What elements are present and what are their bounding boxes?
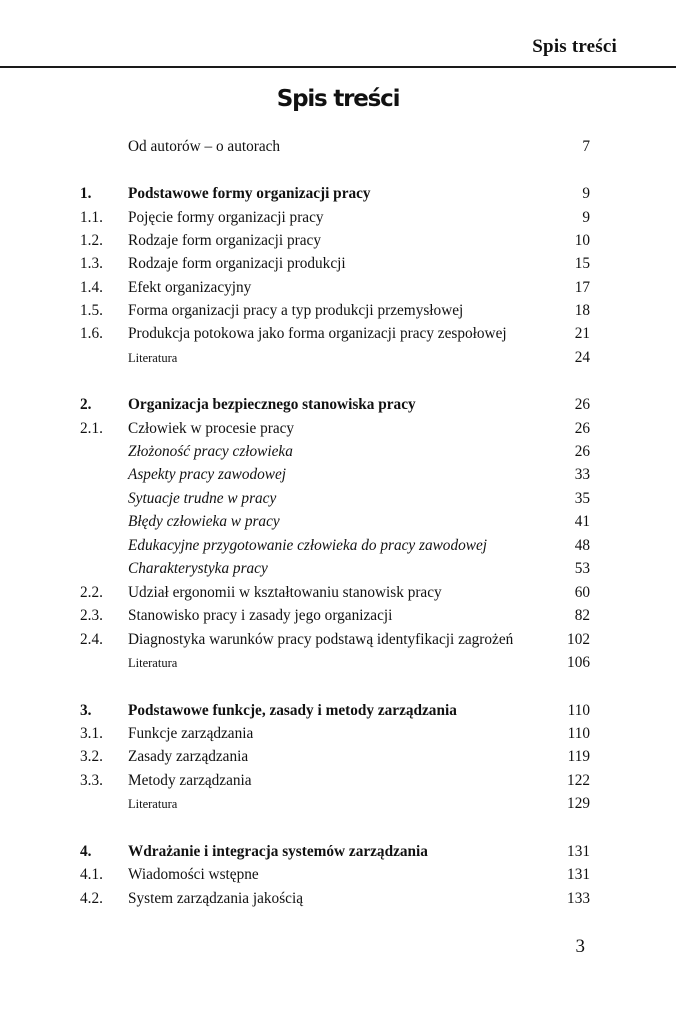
toc-entry xyxy=(0,888,676,910)
running-header-title: Spis treści xyxy=(532,36,617,57)
toc-entry-page: 9 xyxy=(582,185,590,202)
toc-entry xyxy=(0,441,676,463)
toc-entry-number: 4. xyxy=(80,843,92,860)
toc-entry-page: 35 xyxy=(574,490,590,507)
toc-entry-page: 131 xyxy=(567,843,590,860)
toc-entry-page: 15 xyxy=(574,255,590,272)
toc-entry-number: 1.6. xyxy=(80,325,103,342)
toc-entry xyxy=(0,793,676,815)
toc-entry-title: Literatura xyxy=(128,797,178,811)
toc-entry-number: 2.2. xyxy=(80,584,103,601)
toc-entry xyxy=(0,253,676,275)
toc-entry xyxy=(0,864,676,886)
toc-entry-title: Produkcja potokowa jako forma organizacji pracy zespołowej xyxy=(128,325,507,342)
toc-entry xyxy=(0,535,676,557)
toc-entry-number: 1.4. xyxy=(80,279,103,296)
toc-entry-page: 41 xyxy=(574,513,590,530)
toc-entry-page: 33 xyxy=(574,466,590,483)
toc-entry xyxy=(0,207,676,229)
toc-entry-page: 21 xyxy=(574,325,590,342)
toc-entry xyxy=(0,323,676,345)
toc-entry-number: 4.1. xyxy=(80,866,103,883)
toc-entry-page: 106 xyxy=(567,654,590,671)
toc-entry xyxy=(0,418,676,440)
toc-entry-page: 9 xyxy=(582,209,590,226)
toc-entry-page: 102 xyxy=(567,631,590,648)
toc-entry-title: Efekt organizacyjny xyxy=(128,279,252,296)
toc-entry xyxy=(0,464,676,486)
toc-entry-title: Literatura xyxy=(128,351,178,365)
toc-entry-page: 17 xyxy=(574,279,590,296)
toc-entry-page: 82 xyxy=(574,607,590,624)
toc-entry-page: 26 xyxy=(574,443,590,460)
toc-entry-number: 3.2. xyxy=(80,748,103,765)
header-divider xyxy=(0,66,676,68)
toc-entry-number: 3. xyxy=(80,702,92,719)
toc-entry-title: Forma organizacji pracy a typ produkcji przemysłowej xyxy=(128,302,464,319)
toc-entry-title: Stanowisko pracy i zasady jego organizacji xyxy=(128,607,393,624)
toc-entry-title: Podstawowe formy organizacji pracy xyxy=(128,185,371,202)
toc-entry-title: Rodzaje form organizacji pracy xyxy=(128,232,321,249)
toc-entry-number: 1.5. xyxy=(80,302,103,319)
toc-entry xyxy=(0,300,676,322)
toc-entry-page: 133 xyxy=(567,890,590,907)
toc-entry-title: Podstawowe funkcje, zasady i metody zarządzania xyxy=(128,702,457,719)
toc-entry-title: Aspekty pracy zawodowej xyxy=(128,466,287,483)
toc-entry-number: 1.2. xyxy=(80,232,103,249)
toc-entry-title: System zarządzania jakością xyxy=(128,890,303,907)
toc-entry-number: 2.4. xyxy=(80,631,103,648)
page-number: 3 xyxy=(575,936,585,957)
toc-entry-title: Wdrażanie i integracja systemów zarządzania xyxy=(128,843,428,860)
toc-entry-number: 3.1. xyxy=(80,725,103,742)
toc-entry xyxy=(0,558,676,580)
toc-entry-page: 7 xyxy=(582,138,590,155)
toc-entry xyxy=(0,841,676,863)
toc-entry xyxy=(0,347,676,369)
toc-entry-page: 53 xyxy=(574,560,590,577)
toc-entry xyxy=(0,511,676,533)
toc-entry-title: Diagnostyka warunków pracy podstawą identyfikacji zagrożeń xyxy=(128,631,514,648)
toc-entry xyxy=(0,700,676,722)
toc-entry-title: Sytuacje trudne w pracy xyxy=(128,490,277,507)
toc-entry-title: Edukacyjne przygotowanie człowieka do pracy zawodowej xyxy=(128,537,487,554)
toc-entry-page: 24 xyxy=(574,349,590,366)
toc-entry-title: Człowiek w procesie pracy xyxy=(128,420,295,437)
toc-entry-number: 1.3. xyxy=(80,255,103,272)
toc-entry-number: 2.1. xyxy=(80,420,103,437)
toc-entry-number: 1. xyxy=(80,185,92,202)
toc-entry-page: 10 xyxy=(574,232,590,249)
toc-entry xyxy=(0,136,676,158)
toc-entry-page: 60 xyxy=(574,584,590,601)
page-title: Spis treści xyxy=(276,86,400,112)
toc-entry xyxy=(0,629,676,651)
toc-entry-title: Zasady zarządzania xyxy=(128,748,249,765)
toc-entry-page: 48 xyxy=(574,537,590,554)
toc-entry-page: 122 xyxy=(567,772,590,789)
toc-entry xyxy=(0,488,676,510)
toc-entry xyxy=(0,723,676,745)
toc-entry-title: Literatura xyxy=(128,656,178,670)
toc-entry-page: 26 xyxy=(574,420,590,437)
toc-entry-title: Charakterystyka pracy xyxy=(128,560,268,577)
toc-entry-page: 110 xyxy=(567,725,590,742)
toc-entry-title: Złożoność pracy człowieka xyxy=(128,443,293,460)
toc-entry xyxy=(0,652,676,674)
toc-entry xyxy=(0,746,676,768)
toc-entry-title: Pojęcie formy organizacji pracy xyxy=(128,209,324,226)
toc-entry-page: 18 xyxy=(574,302,590,319)
toc-entry-page: 110 xyxy=(567,702,590,719)
toc-entry xyxy=(0,277,676,299)
toc-entry-number: 4.2. xyxy=(80,890,103,907)
toc-entry-number: 2. xyxy=(80,396,92,413)
toc-entry xyxy=(0,605,676,627)
toc-entry-page: 129 xyxy=(567,795,590,812)
toc-entry-number: 1.1. xyxy=(80,209,103,226)
toc-entry-title: Błędy człowieka w pracy xyxy=(128,513,280,530)
toc-entry xyxy=(0,770,676,792)
toc-entry-number: 3.3. xyxy=(80,772,103,789)
toc-entry-page: 26 xyxy=(574,396,590,413)
toc-entry-title: Udział ergonomii w kształtowaniu stanowisk pracy xyxy=(128,584,442,601)
toc-entry-title: Funkcje zarządzania xyxy=(128,725,254,742)
toc-entry xyxy=(0,230,676,252)
toc-entry-title: Wiadomości wstępne xyxy=(128,866,259,883)
toc-entry-title: Od autorów – o autorach xyxy=(128,138,281,155)
toc-entry-title: Organizacja bezpiecznego stanowiska pracy xyxy=(128,396,416,413)
toc-entry xyxy=(0,582,676,604)
toc-entry-page: 131 xyxy=(567,866,590,883)
toc-entry xyxy=(0,394,676,416)
toc-entry-title: Rodzaje form organizacji produkcji xyxy=(128,255,346,272)
toc-entry-page: 119 xyxy=(567,748,590,765)
toc-entry-title: Metody zarządzania xyxy=(128,772,252,789)
toc-entry xyxy=(0,183,676,205)
toc-entry-number: 2.3. xyxy=(80,607,103,624)
